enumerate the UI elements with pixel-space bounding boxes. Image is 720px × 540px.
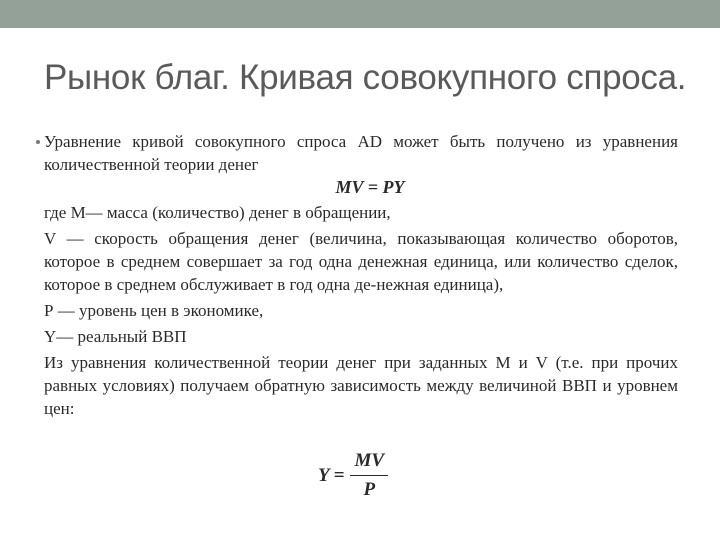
paragraph-v-definition: V — скорость обращения денег (величина, показывающая количество оборотов, которое в среднем совершает за год одна денежная единица, или количество сделок, которое в среднем обслуживает в год одна де-нежная единица), xyxy=(44,229,678,294)
bullet-icon xyxy=(36,140,40,144)
slide-title: Рынок благ. Кривая совокупного спроса. xyxy=(44,58,687,97)
paragraph-conclusion: Из уравнения количественной теории денег при заданных М и V (т.е. при прочих равных условиях) получаем обратную зависимость между величиной ВВП и уровнем цен: xyxy=(44,353,678,418)
formula-denominator: P xyxy=(363,479,376,500)
paragraph-intro: Уравнение кривой совокупного спроса AD может быть получено из уравнения количественной теории денег xyxy=(44,132,678,174)
formula-aggregate-demand xyxy=(318,450,388,501)
formula-lhs: Y = xyxy=(318,464,345,486)
paragraph-y-definition: Y— реальный ВВП xyxy=(44,327,187,346)
header-band xyxy=(0,0,720,28)
paragraph-m-definition: где М— масса (количество) денег в обращении, xyxy=(44,203,391,222)
slide-body xyxy=(44,130,678,420)
formula-quantity-theory: MV = PY xyxy=(335,177,405,197)
formula-fraction xyxy=(350,450,388,501)
formula-numerator: MV xyxy=(350,450,388,476)
paragraph-p-definition: Р — уровень цен в экономике, xyxy=(44,301,264,320)
